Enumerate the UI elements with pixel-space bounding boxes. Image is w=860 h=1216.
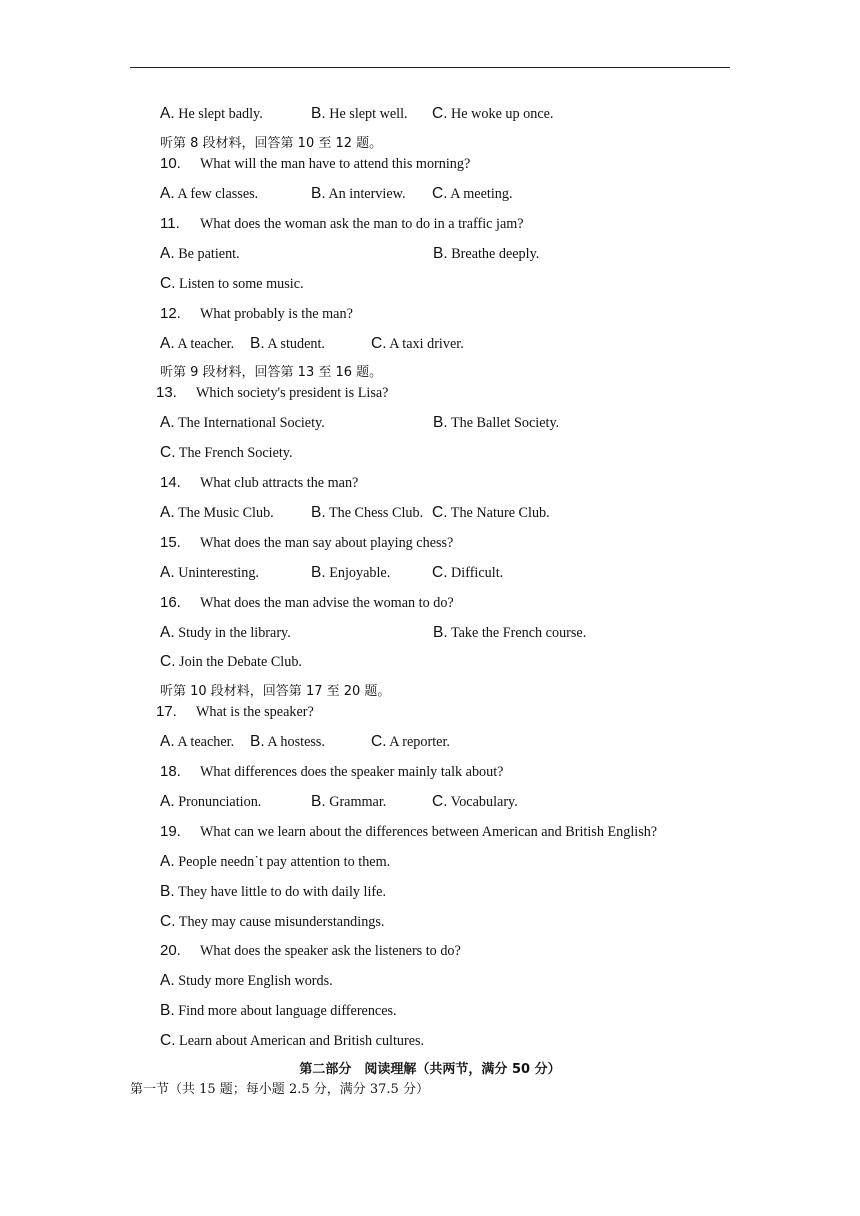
option-text: The French Society.: [178, 445, 293, 461]
option-letter: C.: [371, 335, 387, 352]
option-letter: B.: [433, 414, 448, 431]
part2-section1-instruction: 第一节（共 15 题；每小题 2.5 分，满分 37.5 分）: [130, 1082, 429, 1097]
question-10: [160, 155, 471, 173]
option-text: Listen to some music.: [179, 276, 304, 292]
question-number: 17.: [156, 703, 177, 720]
q11-option-c: [160, 275, 304, 293]
option-letter: C.: [432, 793, 448, 810]
option-letter: A.: [160, 335, 175, 352]
option-text: Enjoyable.: [329, 565, 391, 581]
question-number: 15.: [160, 534, 181, 551]
option-text: Study more English words.: [178, 973, 333, 989]
question-20: [160, 942, 461, 960]
option-text: An interview.: [328, 186, 406, 202]
option-text: People needn˙t pay attention to them.: [178, 854, 391, 870]
option-letter: B.: [160, 883, 175, 900]
option-letter: A.: [160, 853, 175, 870]
option-text: They have little to do with daily life.: [177, 884, 386, 900]
question-18: [160, 763, 504, 781]
q13-option-c: [160, 444, 293, 462]
option-text: The Chess Club.: [328, 505, 424, 521]
question-number: 18.: [160, 763, 181, 780]
option-text: The Ballet Society.: [450, 415, 560, 431]
option-letter: A.: [160, 793, 175, 810]
q19-option-a: [160, 853, 390, 871]
question-text: What does the speaker ask the listeners to do?: [200, 943, 461, 959]
option-letter: B.: [160, 1002, 175, 1019]
q19-option-b: [160, 883, 386, 901]
question-text: What does the man advise the woman to do?: [200, 595, 454, 611]
option-letter: B.: [311, 564, 326, 581]
option-letter: C.: [160, 653, 176, 670]
option-text: Join the Debate Club.: [179, 654, 302, 670]
option-letter: A.: [160, 564, 175, 581]
option-letter: A.: [160, 733, 175, 750]
question-number: 14.: [160, 474, 181, 491]
option-text: A teacher.: [177, 734, 235, 750]
option-letter: A.: [160, 185, 175, 202]
option-letter: A.: [160, 245, 175, 262]
option-letter: A.: [160, 624, 175, 641]
option-text: A few classes.: [177, 186, 259, 202]
option-letter: B.: [433, 624, 448, 641]
option-text: A meeting.: [450, 186, 513, 202]
option-text: The Music Club.: [177, 505, 274, 521]
option-text: A student.: [267, 336, 325, 352]
question-number: 20.: [160, 942, 181, 959]
option-letter: A.: [160, 504, 175, 521]
option-letter: B.: [311, 793, 326, 810]
option-letter: C.: [160, 444, 176, 461]
q20-option-a: [160, 972, 333, 990]
question-19: [160, 823, 658, 841]
question-17: [156, 703, 314, 721]
option-letter: C.: [160, 913, 176, 930]
question-15: [160, 534, 454, 552]
option-letter: C.: [432, 105, 448, 122]
option-letter: A.: [160, 972, 175, 989]
section-10-instruction: 听第 10 段材料，回答第 17 至 20 题。: [160, 684, 391, 699]
q16-option-c: [160, 653, 302, 671]
question-number: 12.: [160, 305, 181, 322]
option-letter: C.: [432, 185, 448, 202]
question-12: [160, 305, 353, 323]
option-text: Learn about American and British cultures.: [179, 1033, 425, 1049]
option-letter: B.: [311, 105, 326, 122]
question-11: [160, 215, 524, 233]
option-text: A teacher.: [177, 336, 235, 352]
option-text: The Nature Club.: [450, 505, 550, 521]
option-text: Grammar.: [329, 794, 387, 810]
option-letter: A.: [160, 105, 175, 122]
option-text: He woke up once.: [451, 106, 554, 122]
q19-option-c: [160, 913, 384, 931]
option-letter: B.: [250, 733, 265, 750]
option-text: Take the French course.: [450, 625, 587, 641]
question-text: Which society's president is Lisa?: [196, 385, 389, 401]
header-rule: [130, 67, 730, 68]
option-text: Find more about language differences.: [178, 1003, 397, 1019]
question-text: What will the man have to attend this morning?: [200, 156, 471, 172]
option-letter: A.: [160, 414, 175, 431]
question-text: What can we learn about the differences between American and British English?: [200, 824, 658, 840]
option-text: Vocabulary.: [450, 794, 518, 810]
option-text: A taxi driver.: [389, 336, 464, 352]
option-letter: B.: [433, 245, 448, 262]
part2-heading: 第二部分 阅读理解（共两节，满分 50 分）: [299, 1062, 561, 1077]
question-text: What differences does the speaker mainly talk about?: [200, 764, 504, 780]
option-text: Pronunciation.: [178, 794, 262, 810]
option-letter: C.: [432, 504, 448, 521]
section-8-instruction: 听第 8 段材料，回答第 10 至 12 题。: [160, 136, 383, 151]
option-text: The International Society.: [177, 415, 325, 431]
option-letter: C.: [371, 733, 387, 750]
question-number: 11.: [160, 215, 180, 232]
option-letter: B.: [250, 335, 265, 352]
question-text: What club attracts the man?: [200, 475, 359, 491]
option-letter: C.: [432, 564, 448, 581]
question-text: What does the man say about playing chess?: [200, 535, 454, 551]
option-text: Be patient.: [178, 246, 240, 262]
section-9-instruction: 听第 9 段材料，回答第 13 至 16 题。: [160, 365, 383, 380]
question-14: [160, 474, 359, 492]
question-text: What is the speaker?: [196, 704, 314, 720]
question-number: 19.: [160, 823, 181, 840]
option-letter: C.: [160, 275, 176, 292]
question-text: What probably is the man?: [200, 306, 353, 322]
q20-option-b: [160, 1002, 397, 1020]
option-text: Uninteresting.: [178, 565, 259, 581]
option-text: He slept badly.: [178, 106, 263, 122]
question-number: 16.: [160, 594, 181, 611]
option-text: Difficult.: [451, 565, 504, 581]
question-13: [156, 384, 389, 402]
option-text: A reporter.: [389, 734, 450, 750]
option-text: Study in the library.: [178, 625, 291, 641]
question-16: [160, 594, 454, 612]
option-letter: C.: [160, 1032, 176, 1049]
option-text: Breathe deeply.: [451, 246, 540, 262]
question-number: 13.: [156, 384, 177, 401]
question-number: 10.: [160, 155, 181, 172]
option-text: He slept well.: [329, 106, 408, 122]
option-letter: B.: [311, 185, 326, 202]
option-text: A hostess.: [267, 734, 325, 750]
question-text: What does the woman ask the man to do in a traffic jam?: [200, 216, 524, 232]
q20-option-c: [160, 1032, 424, 1050]
option-letter: B.: [311, 504, 326, 521]
option-text: They may cause misunderstandings.: [178, 914, 385, 930]
